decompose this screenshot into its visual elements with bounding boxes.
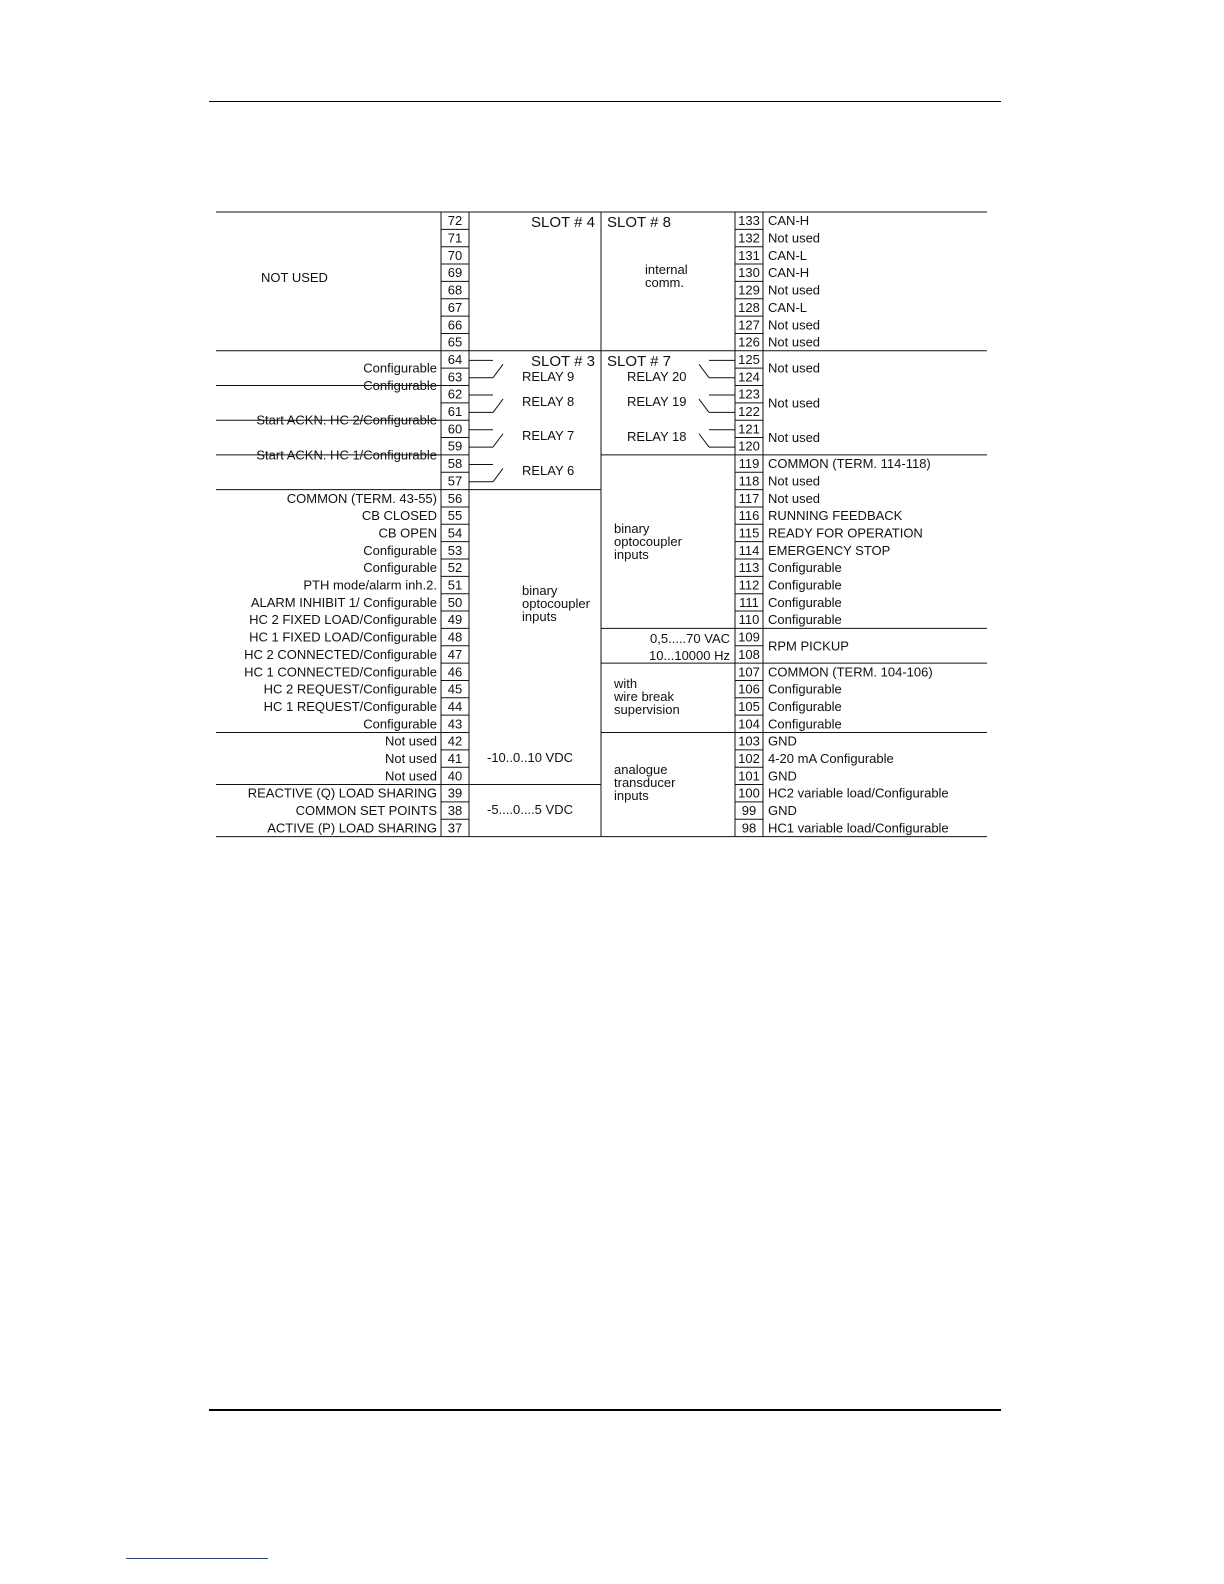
left-terminal-number: 41 [447,751,463,767]
right-terminal-number: 103 [738,733,760,749]
left-terminal-number: 49 [447,612,463,628]
right-terminal-label: Not used [768,334,821,350]
right-terminal-label: CAN-L [768,299,808,315]
right-terminal-number: 133 [738,213,760,229]
left-terminal-number: 60 [447,421,463,437]
left-terminal-label: HC 1 REQUEST/Configurable [263,698,437,714]
right-terminal-label: HC1 variable load/Configurable [768,820,949,836]
right-terminal-number: 115 [738,525,760,541]
voltage-10-label: -10..0..10 VDC [487,750,573,765]
left-terminal-number: 52 [447,560,463,576]
left-terminal-number: 51 [447,577,463,593]
right-terminal-number: 116 [738,508,760,524]
left-terminal-label: Configurable [363,716,437,732]
footer-link-underline [126,1558,268,1559]
relay-switch-blade [493,434,503,447]
left-terminal-label: HC 2 FIXED LOAD/Configurable [249,612,437,628]
left-terminal-number: 69 [447,265,463,281]
left-terminal-label: REACTIVE (Q) LOAD SHARING [247,785,437,801]
left-terminal-label: Configurable [363,542,437,558]
left-terminal-label: Start ACKN. HC 1/Configurable [256,447,437,463]
binary-left-line1: binary [522,583,558,598]
right-terminal-label: Configurable [768,698,842,714]
right-terminal-number: 117 [738,490,760,506]
diagram-grid [216,212,987,837]
right-terminal-label: Configurable [768,594,842,610]
right-terminal-label: Not used [768,360,821,376]
right-terminal-label: Not used [768,282,821,298]
right-terminal-label: CAN-H [768,265,810,281]
right-terminal-label: COMMON (TERM. 104-106) [768,664,933,680]
right-terminal-number: 118 [738,473,760,489]
left-terminal-number: 57 [447,473,463,489]
right-terminal-label: EMERGENCY STOP [768,542,891,558]
right-terminal-number: 123 [738,386,760,402]
left-terminal-number: 39 [447,785,463,801]
left-terminal-number: 61 [447,404,463,420]
relay-7-label: RELAY 7 [522,428,575,443]
left-terminal-number: 55 [447,508,463,524]
relay-20-label: RELAY 20 [627,369,687,384]
left-terminal-number: 71 [447,230,463,246]
relay-8-label: RELAY 8 [522,394,575,409]
left-terminal-label: Configurable [363,378,437,393]
left-terminal-label: COMMON SET POINTS [295,803,437,819]
relay-switch-blade [699,364,709,377]
relay-6-label: RELAY 6 [522,463,575,478]
right-terminal-number: 110 [738,612,760,628]
left-terminal-label: Configurable [363,560,437,576]
right-terminal-label: CAN-H [768,213,810,229]
right-terminal-number: 99 [741,803,757,819]
left-terminal-number: 68 [447,282,463,298]
right-terminal-label: Not used [768,473,821,489]
left-terminal-label: Not used [384,768,437,784]
slot-4-label: SLOT # 4 [531,214,595,231]
right-terminal-number: 132 [738,230,760,246]
right-terminal-label: READY FOR OPERATION [768,525,923,541]
relay-switch-blade [493,468,503,481]
left-terminal-number: 56 [447,490,463,506]
relay-19-label: RELAY 19 [627,394,687,409]
binary-right-line3: inputs [614,547,649,562]
right-terminal-number: 101 [738,768,760,784]
relay-switch-blade [699,434,709,447]
right-terminal-label: COMMON (TERM. 114-118) [768,456,931,472]
wire-break-line1: with [614,676,638,691]
left-terminal-number: 62 [447,386,463,402]
left-terminal-number: 59 [447,438,463,454]
left-terminal-number: 40 [447,768,463,784]
left-terminal-number: 37 [447,820,463,836]
binary-left-line2: optocoupler [522,596,590,611]
right-terminal-number: 126 [738,334,760,350]
right-terminal-number: 124 [738,369,760,385]
right-terminal-label: Configurable [768,716,842,732]
right-terminal-number: 104 [738,716,760,732]
slot-8-label: SLOT # 8 [607,214,671,231]
left-terminal-number: 44 [447,698,463,714]
internal-comm-line2: comm. [645,275,684,290]
left-terminal-label: HC 1 CONNECTED/Configurable [244,664,437,680]
right-terminal-number: 127 [738,317,760,333]
left-terminal-label: HC 2 CONNECTED/Configurable [244,646,437,662]
right-terminal-number: 128 [738,299,760,315]
relay-switch-blade [699,399,709,412]
left-terminal-number: 38 [447,803,463,819]
right-terminal-number: 114 [738,542,760,558]
left-terminal-number: 48 [447,629,463,645]
right-terminal-number: 106 [738,681,760,697]
right-terminal-label: RPM PICKUP [768,638,849,654]
right-terminal-number: 130 [738,265,760,281]
left-terminal-number: 46 [447,664,463,680]
left-terminal-number: 67 [447,299,463,315]
relay-switch-blade [493,399,503,412]
left-terminal-number: 58 [447,456,463,472]
right-terminal-number: 100 [738,785,760,801]
right-terminal-label: Not used [768,430,821,446]
right-terminal-label: Configurable [768,577,842,593]
right-terminal-label: Configurable [768,681,842,697]
left-terminal-label: Not used [384,733,437,749]
binary-left-line3: inputs [522,609,557,624]
left-terminal-label: Start ACKN. HC 2/Configurable [256,412,437,428]
analogue-line3: inputs [614,788,649,803]
analogue-line1: analogue [614,762,668,777]
binary-right-line1: binary [614,521,650,536]
wire-break-line2: wire break [614,689,674,704]
right-terminal-number: 109 [738,629,760,645]
left-terminal-number: 42 [447,733,463,749]
right-terminal-number: 120 [738,438,760,454]
right-terminal-label: GND [768,733,797,749]
right-terminal-number: 102 [738,751,760,767]
left-terminal-number: 64 [447,351,463,367]
right-terminal-label: Configurable [768,612,842,628]
left-terminal-number: 66 [447,317,463,333]
left-terminal-number: 47 [447,646,463,662]
relay-switch-symbols [469,360,735,481]
right-terminal-label: GND [768,803,797,819]
right-terminal-number: 108 [738,646,760,662]
right-terminal-number: 113 [738,560,760,576]
left-terminal-number: 54 [447,525,463,541]
right-terminal-number: 121 [738,421,760,437]
left-not-used-label: NOT USED [261,270,328,285]
right-terminal-number: 129 [738,282,760,298]
left-terminal-label: HC 2 REQUEST/Configurable [263,681,437,697]
left-terminal-number: 72 [447,213,463,229]
right-terminal-label: RUNNING FEEDBACK [768,508,903,524]
right-terminal-number: 122 [738,404,760,420]
relay-18-label: RELAY 18 [627,429,687,444]
relay-switch-blade [493,364,503,377]
right-terminal-number: 112 [738,577,760,593]
right-terminal-label: CAN-L [768,247,808,263]
left-terminal-number: 45 [447,681,463,697]
slot-7-label: SLOT # 7 [607,353,671,370]
left-terminal-number: 43 [447,716,463,732]
left-terminal-label: ACTIVE (P) LOAD SHARING [267,820,437,836]
left-terminal-number: 63 [447,369,463,385]
internal-comm-line1: internal [645,262,688,277]
left-terminal-label: COMMON (TERM. 43-55) [286,490,437,506]
right-terminal-number: 125 [738,351,760,367]
right-terminal-label: Not used [768,490,821,506]
right-terminal-number: 107 [738,664,760,680]
right-terminal-label: Not used [768,395,821,411]
right-terminal-label: GND [768,768,797,784]
right-terminal-label: Not used [768,230,821,246]
left-terminal-label: Not used [384,751,437,767]
binary-right-line2: optocoupler [614,534,682,549]
left-terminal-label: CB CLOSED [361,508,437,524]
right-terminal-number: 98 [741,820,757,836]
voltage-5-label: -5....0....5 VDC [487,802,573,817]
left-terminal-number: 53 [447,542,463,558]
left-terminal-label: HC 1 FIXED LOAD/Configurable [249,629,437,645]
relay-9-label: RELAY 9 [522,369,575,384]
wire-break-line3: supervision [614,702,680,717]
right-terminal-label: Not used [768,317,821,333]
right-terminal-number: 131 [738,247,760,263]
left-terminal-label: PTH mode/alarm inh.2. [303,577,437,593]
left-terminal-number: 50 [447,594,463,610]
rpm-frequency-range: 10...10000 Hz [649,648,730,663]
right-terminal-number: 111 [739,594,759,610]
left-terminal-number: 70 [447,247,463,263]
analogue-line2: transducer [614,775,676,790]
left-terminal-label: Configurable [363,360,437,376]
left-terminal-label: ALARM INHIBIT 1/ Configurable [250,594,437,610]
footer-rule [209,1409,1001,1411]
left-terminal-label: CB OPEN [378,525,437,541]
left-terminal-number: 65 [447,334,463,350]
rpm-voltage-range: 0,5.....70 VAC [650,631,730,646]
right-terminal-label: 4-20 mA Configurable [768,751,894,767]
right-terminal-label: HC2 variable load/Configurable [768,785,949,801]
slot-3-label: SLOT # 3 [531,353,595,370]
right-terminal-number: 119 [738,456,760,472]
right-terminal-number: 105 [738,698,760,714]
terminal-rows [244,213,949,835]
right-terminal-label: Configurable [768,560,842,576]
